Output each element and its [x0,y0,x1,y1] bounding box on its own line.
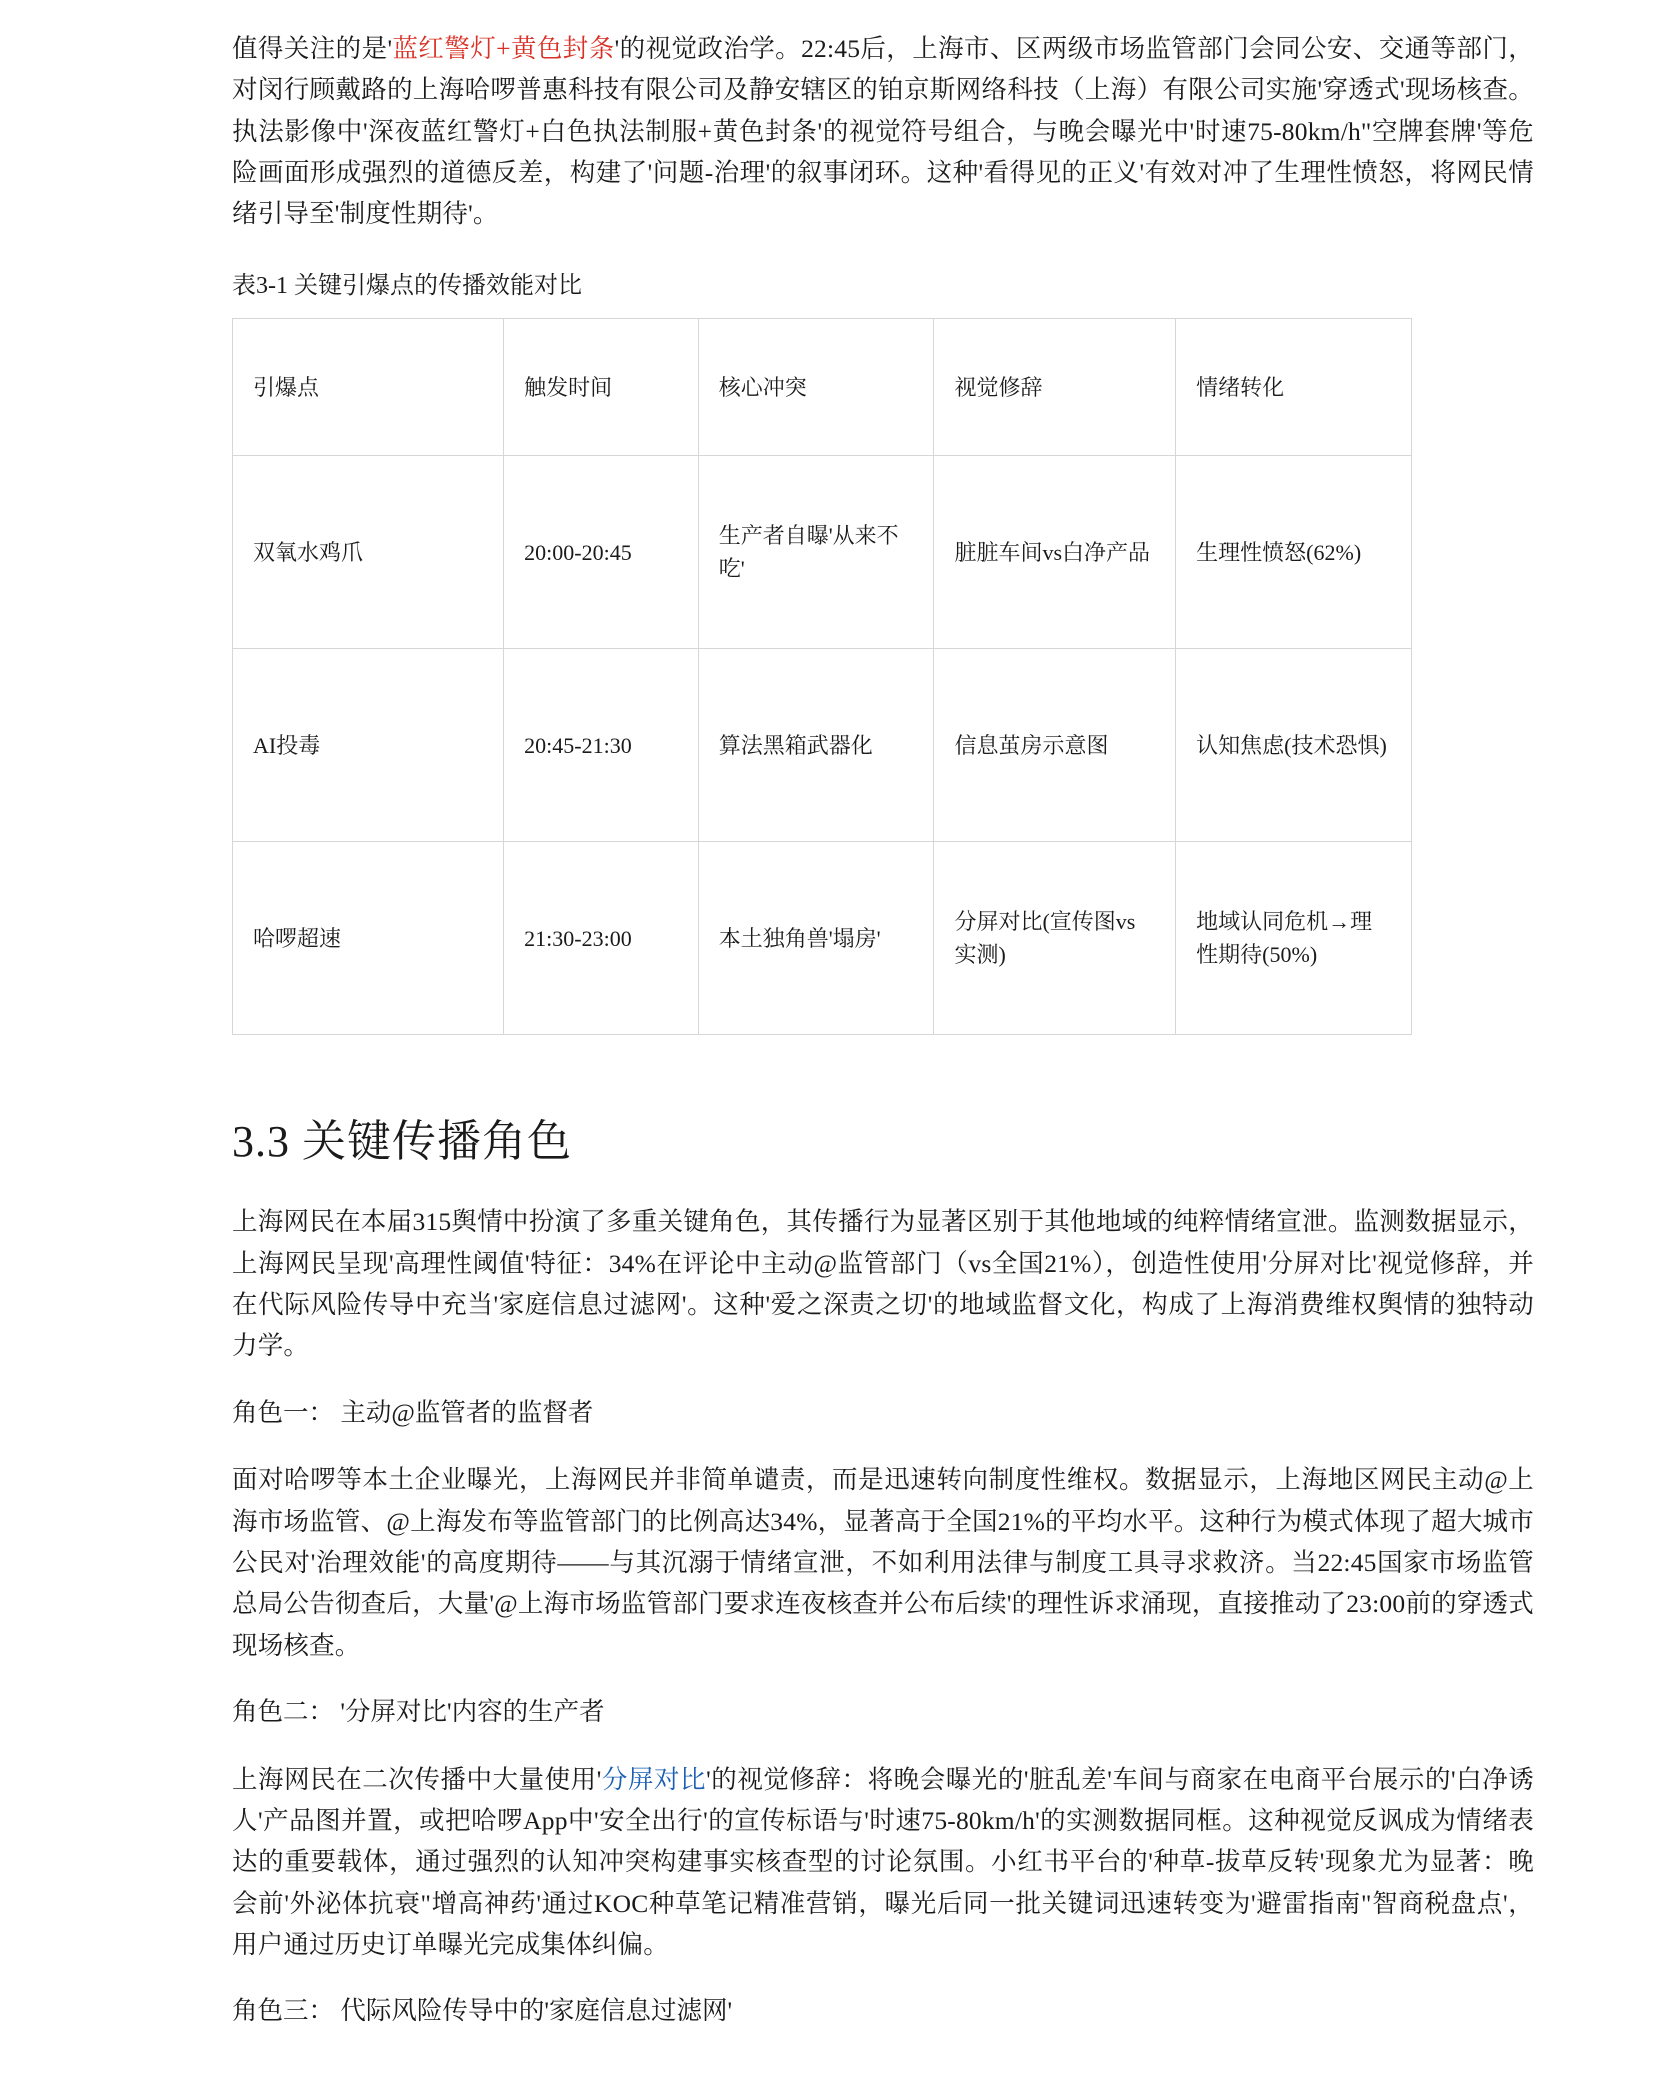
intro-text-part2: '的视觉政治学。22:45后，上海市、区两级市场监管部门会同公安、交通等部门，对闵行顾戴路的上海哈啰普惠科技有限公司及静安辖区的铂京斯网络科技（上海）有限公司实施'穿透式'现场核查。执法影像中'深夜蓝红警灯+白色执法制服+黄色封条'的视觉符号组合，与晚会曝光中'时速75-80km/h"空牌套牌'等危险画面形成强烈的道德反差，构建了'问题-治理'的叙事闭环。这种'看得见的正义'有效对冲了生理性愤怒，将网民情绪引导至'制度性期待'。 [232,34,1535,229]
table-cell-conflict: 本土独角兽'塌房' [698,842,934,1035]
table-header-cell: 视觉修辞 [934,319,1176,456]
comparison-table [232,318,1412,1035]
table-cell-emotion: 生理性愤怒(62%) [1176,456,1412,649]
table-cell-time: 20:45-21:30 [504,649,699,842]
table-header-cell: 引爆点 [233,319,504,456]
role-two-highlight-blue: 分屏对比 [601,1764,707,1794]
table-header-row [233,319,1412,456]
table-cell-visual: 分屏对比(宣传图vs实测) [934,842,1176,1035]
table-caption: 表3-1 关键引爆点的传播效能对比 [232,273,582,300]
role-one-label: 角色一： 主动@监管者的监督者 [232,1397,594,1427]
table-cell-time: 20:00-20:45 [504,456,699,649]
table-row [233,649,1412,842]
table-cell-conflict: 算法黑箱武器化 [698,649,934,842]
role-two-label: 角色二： '分屏对比'内容的生产者 [232,1696,605,1726]
table-header-cell: 情绪转化 [1176,319,1412,456]
intro-highlight-red: 蓝红警灯+黄色封条 [392,34,615,63]
table-cell-trigger: AI投毒 [233,649,504,842]
section-heading: 3.3 关键传播角色 [232,1117,572,1167]
table-cell-visual: 脏脏车间vs白净产品 [934,456,1176,649]
table-header-cell: 触发时间 [504,319,699,456]
table-row [233,456,1412,649]
table-cell-emotion: 地域认同危机→理性期待(50%) [1176,842,1412,1035]
intro-paragraph [232,28,1534,234]
table-cell-time: 21:30-23:00 [504,842,699,1035]
intro-text-part1: 值得关注的是' [232,34,393,63]
section-lead-paragraph: 上海网民在本届315舆情中扮演了多重关键角色，其传播行为显著区别于其他地域的纯粹情绪宣泄。监测数据显示，上海网民呈现'高理性阈值'特征：34%在评论中主动@监管部门（vs全国21%），创造性使用'分屏对比'视觉修辞，并在代际风险传导中充当'家庭信息过滤网'。这种'爱之深责之切'的地域监督文化，构成了上海消费维权舆情的独特动力学。 [232,1207,1534,1361]
table-row [233,842,1412,1035]
table-cell-conflict: 生产者自曝'从来不吃' [698,456,934,649]
role-two-paragraph [232,1759,1534,1965]
table-cell-trigger: 双氧水鸡爪 [233,456,504,649]
role-three-label: 角色三： 代际风险传导中的'家庭信息过滤网' [232,1996,733,2026]
role-two-text-part2: '的视觉修辞：将晚会曝光的'脏乱差'车间与商家在电商平台展示的'白净诱人'产品图并置，或把哈啰App中'安全出行'的宣传标语与'时速75-80km/h'的实测数据同框。这种视觉反讽成为情绪表达的重要载体，通过强烈的认知冲突构建事实核查型的讨论氛围。小红书平台的'种草-拔草反转'现象尤为显著：晚会前'外泌体抗衰"增高神药'通过KOC种草笔记精准营销，曝光后同一批关键词迅速转变为'避雷指南"智商税盘点'，用户通过历史订单曝光完成集体纠偏。 [232,1764,1534,1959]
table-cell-emotion: 认知焦虑(技术恐惧) [1176,649,1412,842]
role-two-text-part1: 上海网民在二次传播中大量使用' [232,1764,602,1794]
table-cell-trigger: 哈啰超速 [233,842,504,1035]
role-one-paragraph: 面对哈啰等本土企业曝光，上海网民并非简单谴责，而是迅速转向制度性维权。数据显示，上海地区网民主动@上海市场监管、@上海发布等监管部门的比例高达34%，显著高于全国21%的平均水平。这种行为模式体现了超大城市公民对'治理效能'的高度期待——与其沉溺于情绪宣泄，不如利用法律与制度工具寻求救济。当22:45国家市场监管总局公告彻查后，大量'@上海市场监管部门要求连夜核查并公布后续'的理性诉求涌现，直接推动了23:00前的穿透式现场核查。 [232,1465,1534,1660]
table-header-cell: 核心冲突 [698,319,934,456]
table-cell-visual: 信息茧房示意图 [934,649,1176,842]
